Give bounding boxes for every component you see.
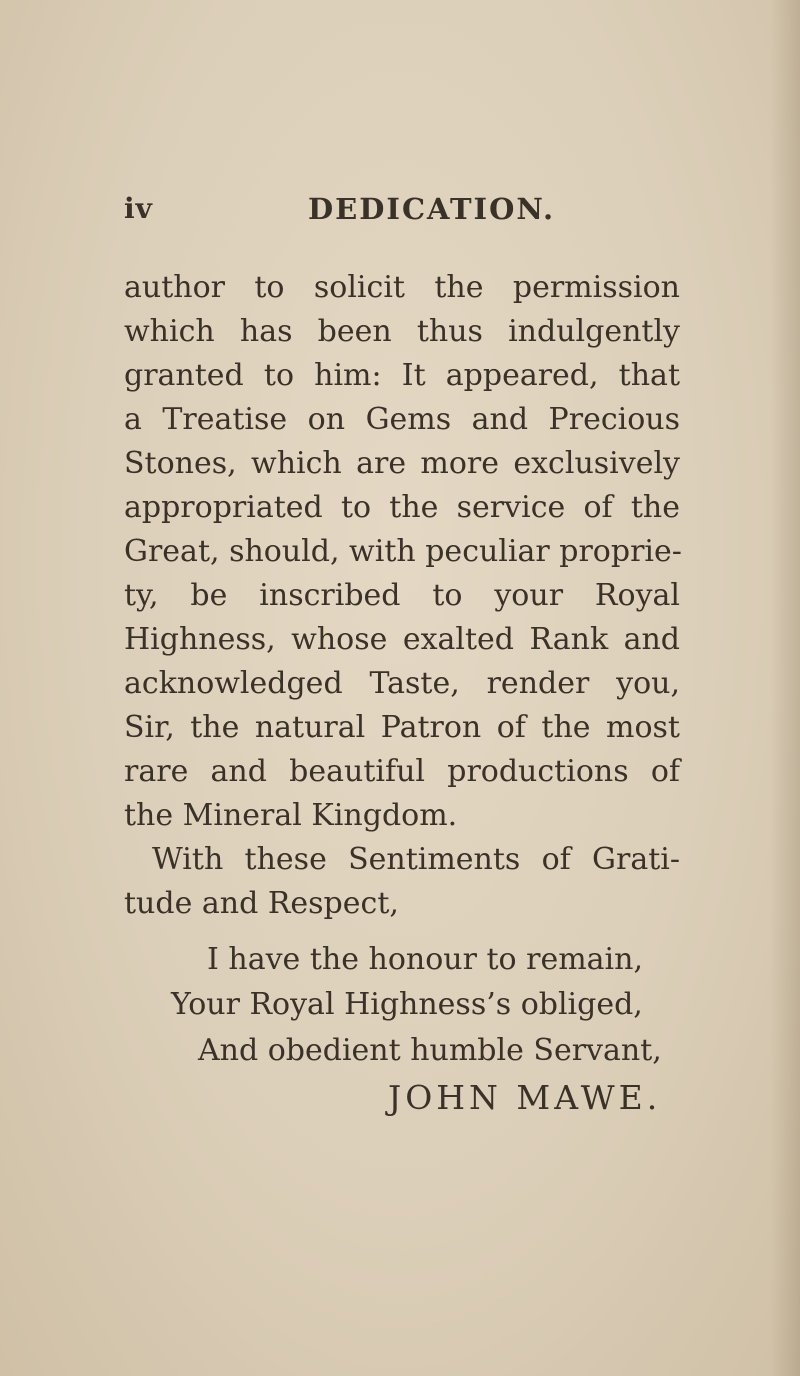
text-line: rare and beautiful productions of [124, 754, 680, 789]
signature: JOHN MAWE. [388, 1078, 662, 1117]
dedication-body [124, 266, 680, 926]
closing-line: I have the honour to remain, [207, 942, 643, 977]
text-line: Sir, the natural Patron of the most [124, 710, 680, 745]
text-line: ty, be inscribed to your Royal [124, 578, 680, 613]
text-line: granted to him: It appeared, that [124, 358, 680, 393]
page-edge-shadow [770, 0, 800, 1376]
running-title: DEDICATION. [308, 192, 556, 226]
text-line: Highness, whose exalted Rank and [124, 622, 680, 657]
page-number: iv [124, 192, 153, 225]
text-line: acknowledged Taste, render you, [124, 666, 680, 701]
text-line: Stones, which are more exclusively [124, 446, 680, 481]
text-line: appropriated to the service of the [124, 490, 680, 525]
closing-line: And obedient humble Servant, [198, 1033, 662, 1068]
text-line: which has been thus indulgently [124, 314, 680, 349]
page-header [124, 192, 684, 232]
text-line: Great, should, with peculiar proprie- [124, 534, 682, 569]
text-line: a Treatise on Gems and Precious [124, 402, 680, 437]
closing-line: Your Royal Highness’s obliged, [171, 987, 643, 1022]
text-line: the Mineral Kingdom. [124, 798, 458, 833]
text-line: tude and Respect, [124, 886, 399, 921]
text-line: author to solicit the permission [124, 270, 680, 305]
text-line: With these Sentiments of Grati- [152, 842, 680, 877]
